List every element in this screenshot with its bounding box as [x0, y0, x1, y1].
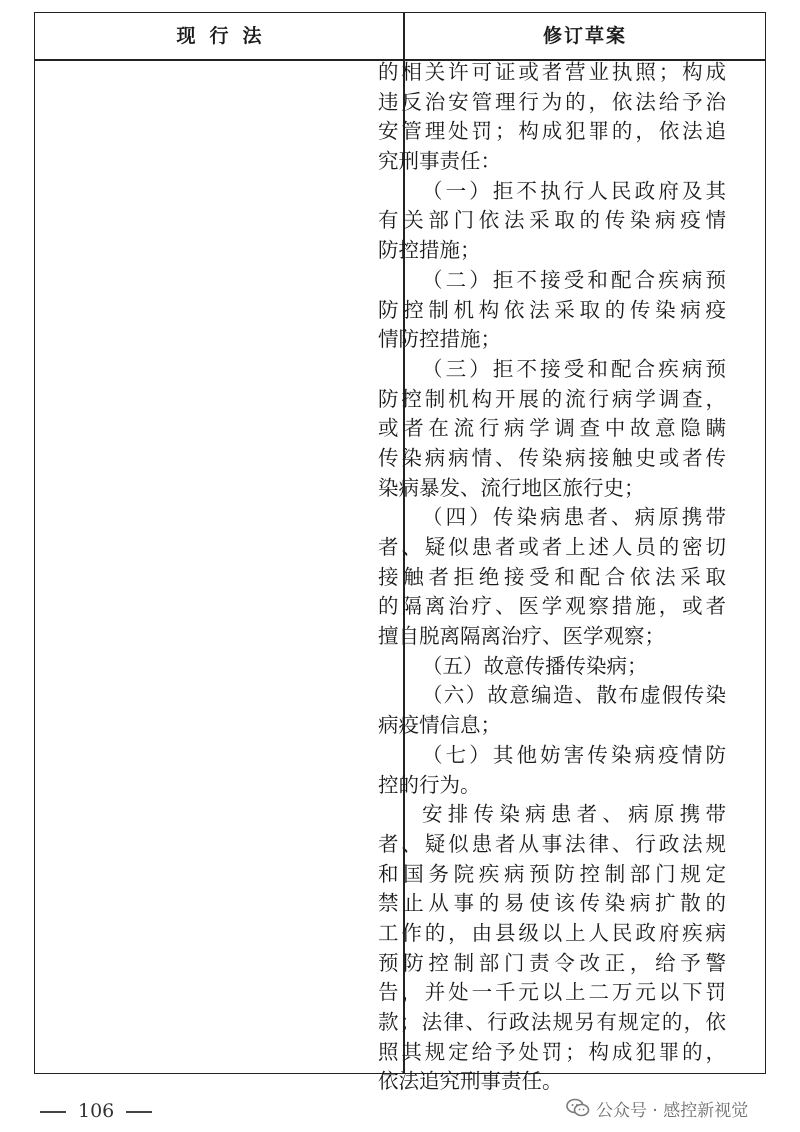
text-line: （六）故意编造、散布虚假传染: [422, 683, 726, 708]
text-line: 款；法律、行政法规另有规定的，依: [378, 1010, 726, 1034]
watermark: [566, 1093, 748, 1123]
header-current-law: 现行法: [176, 25, 276, 47]
text-line: 的隔离治疗、医学观察措施，或者: [378, 594, 726, 619]
text-line: 究刑事责任：: [378, 149, 501, 174]
text-line: 的相关许可证或者营业执照；构成: [378, 60, 726, 84]
watermark-text: 公众号 · 感控新视觉: [596, 1100, 749, 1121]
wechat-icon: [566, 1098, 590, 1118]
text-line: 病疫情信息；: [378, 713, 501, 738]
text-line: 安管理处罚；构成犯罪的，依法追: [378, 119, 726, 144]
text-line: 染病暴发、流行地区旅行史；: [378, 475, 645, 500]
revised-draft-content: [378, 58, 726, 1097]
text-line: （二）拒不接受和配合疾病预: [422, 267, 726, 292]
text-line: 防控制机构开展的流行病学调查，: [378, 386, 726, 411]
text-line: 控的行为。: [378, 772, 481, 797]
text-line: 者、疑似患者或者上述人员的密切: [378, 535, 726, 559]
text-line: 和国务院疾病预防控制部门规定: [378, 861, 726, 886]
text-line: 安排传染病患者、病原携带: [422, 802, 726, 827]
footer-dash-left: [40, 1111, 66, 1112]
page-footer: [40, 1096, 152, 1126]
text-line: 传染病病情、传染病接触史或者传: [378, 445, 726, 470]
text-line: 防控制机构依法采取的传染病疫: [378, 297, 726, 322]
text-line: 情防控措施；: [378, 327, 501, 352]
text-line: 照其规定给予处罚；构成犯罪的，: [378, 1039, 726, 1064]
text-line: 预防控制部门责令改正，给予警: [378, 950, 726, 975]
text-line: （五）故意传播传染病；: [422, 653, 648, 678]
text-line: （一）拒不执行人民政府及其: [422, 178, 726, 203]
header-revised-draft: 修订草案: [542, 25, 627, 47]
text-line: 擅自脱离隔离治疗、医学观察；: [378, 624, 665, 649]
page-number: 106: [78, 1100, 115, 1122]
text-line: 接触者拒绝接受和配合依法采取: [378, 564, 726, 589]
text-line: 依法追究刑事责任。: [378, 1069, 563, 1094]
text-line: （三）拒不接受和配合疾病预: [422, 356, 726, 381]
text-line: 禁止从事的易使该传染病扩散的: [378, 891, 726, 916]
text-line: 告，并处一千元以上二万元以下罚: [378, 980, 726, 1005]
footer-dash-right: [126, 1111, 152, 1112]
text-line: （四）传染病患者、病原携带: [422, 505, 726, 530]
text-line: 者、疑似患者从事法律、行政法规: [378, 831, 726, 856]
text-line: 工作的，由县级以上人民政府疾病: [378, 920, 726, 945]
text-line: （七）其他妨害传染病疫情防: [422, 742, 726, 767]
text-line: 有关部门依法采取的传染病疫情: [378, 208, 726, 233]
text-line: 违反治安管理行为的，依法给予治: [378, 89, 726, 114]
text-line: 防控措施；: [378, 238, 481, 263]
text-line: 或者在流行病学调查中故意隐瞒: [378, 416, 726, 441]
